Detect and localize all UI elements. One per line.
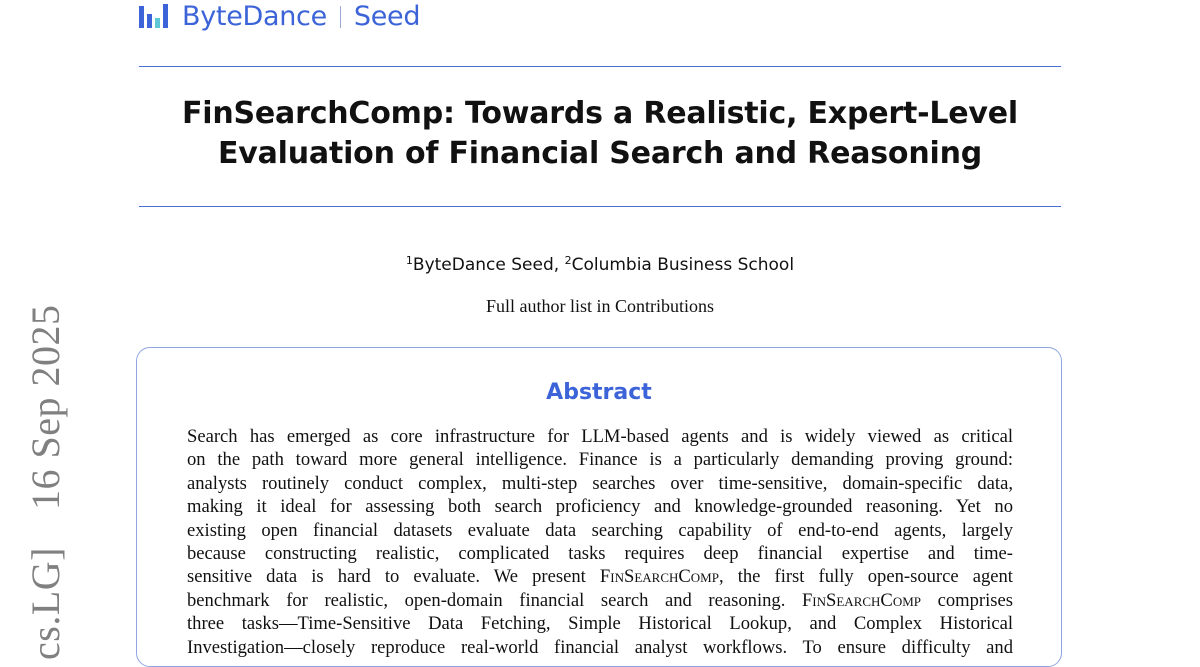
benchmark-name: FinSearchComp: [599, 566, 719, 588]
abstract-line-text: sensitive data is hard to evaluate. We present: [187, 566, 586, 588]
affiliation-1-marker: 1: [405, 254, 413, 267]
abstract-line: Search has emerged as core infrastructure for LLM-based agents and is widely viewed as critical: [187, 426, 1013, 447]
logo-brand-text: ByteDance: [182, 1, 327, 32]
arxiv-category-partial: cs.LG]: [23, 547, 68, 660]
affiliation-separator: ,: [553, 255, 565, 275]
abstract-line: three tasks—Time-Sensitive Data Fetching, Simple Historical Lookup, and Complex Historical: [187, 613, 1013, 635]
abstract-line: existing open financial datasets evaluate data searching capability of end-to-end agents, largely: [187, 519, 1013, 541]
abstract-heading: Abstract: [546, 380, 652, 405]
abstract-line-text: comprises: [921, 589, 1014, 611]
header-rule-bottom: [139, 206, 1061, 207]
abstract-line: [187, 589, 1013, 612]
affiliation-2-name: Columbia Business School: [571, 255, 795, 275]
arxiv-date: 16 Sep 2025: [23, 304, 68, 511]
affiliation-1-name: ByteDance Seed: [412, 255, 554, 275]
paper-title: [140, 94, 1060, 174]
abstract-line-text: , the first fully open-source agent: [718, 566, 1013, 588]
paper-title-line-1: FinSearchComp: Towards a Realistic, Expert-Level: [181, 96, 1019, 131]
abstract-line: [187, 565, 1013, 588]
arxiv-side-stamp: [22, 305, 69, 660]
abstract-line: on the path toward more general intelligence. Finance is a particularly demanding proving ground:: [187, 449, 1013, 471]
author-note: Full author list in Contributions: [485, 296, 714, 316]
abstract-line: Investigation—closely reproduce real-world financial analyst workflows. To ensure difficulty and: [187, 636, 1013, 658]
abstract-line-text: benchmark for realistic, open-domain financial search and reasoning.: [187, 589, 786, 611]
abstract-line: because constructing realistic, complicated tasks requires deep financial expertise and time-: [187, 543, 1013, 565]
benchmark-name: FinSearchComp: [801, 589, 922, 611]
header-rule-top: [139, 66, 1061, 67]
logo-separator: [340, 6, 341, 28]
bytedance-seed-logo: [138, 0, 420, 34]
affiliations: [140, 254, 1060, 275]
abstract-box: [136, 347, 1062, 667]
affiliation-2-marker: 2: [564, 254, 572, 267]
logo-product-text: Seed: [353, 1, 421, 32]
paper-title-line-2: Evaluation of Financial Search and Reasoning: [217, 136, 983, 171]
abstract-line: analysts routinely conduct complex, multi-step searches over time-sensitive, domain-specific data,: [187, 472, 1013, 494]
abstract-body: [187, 425, 1013, 659]
abstract-line: making it ideal for assessing both search proficiency and knowledge-grounded reasoning. Yet no: [187, 496, 1013, 518]
bar-chart-logo-icon: [138, 3, 174, 31]
